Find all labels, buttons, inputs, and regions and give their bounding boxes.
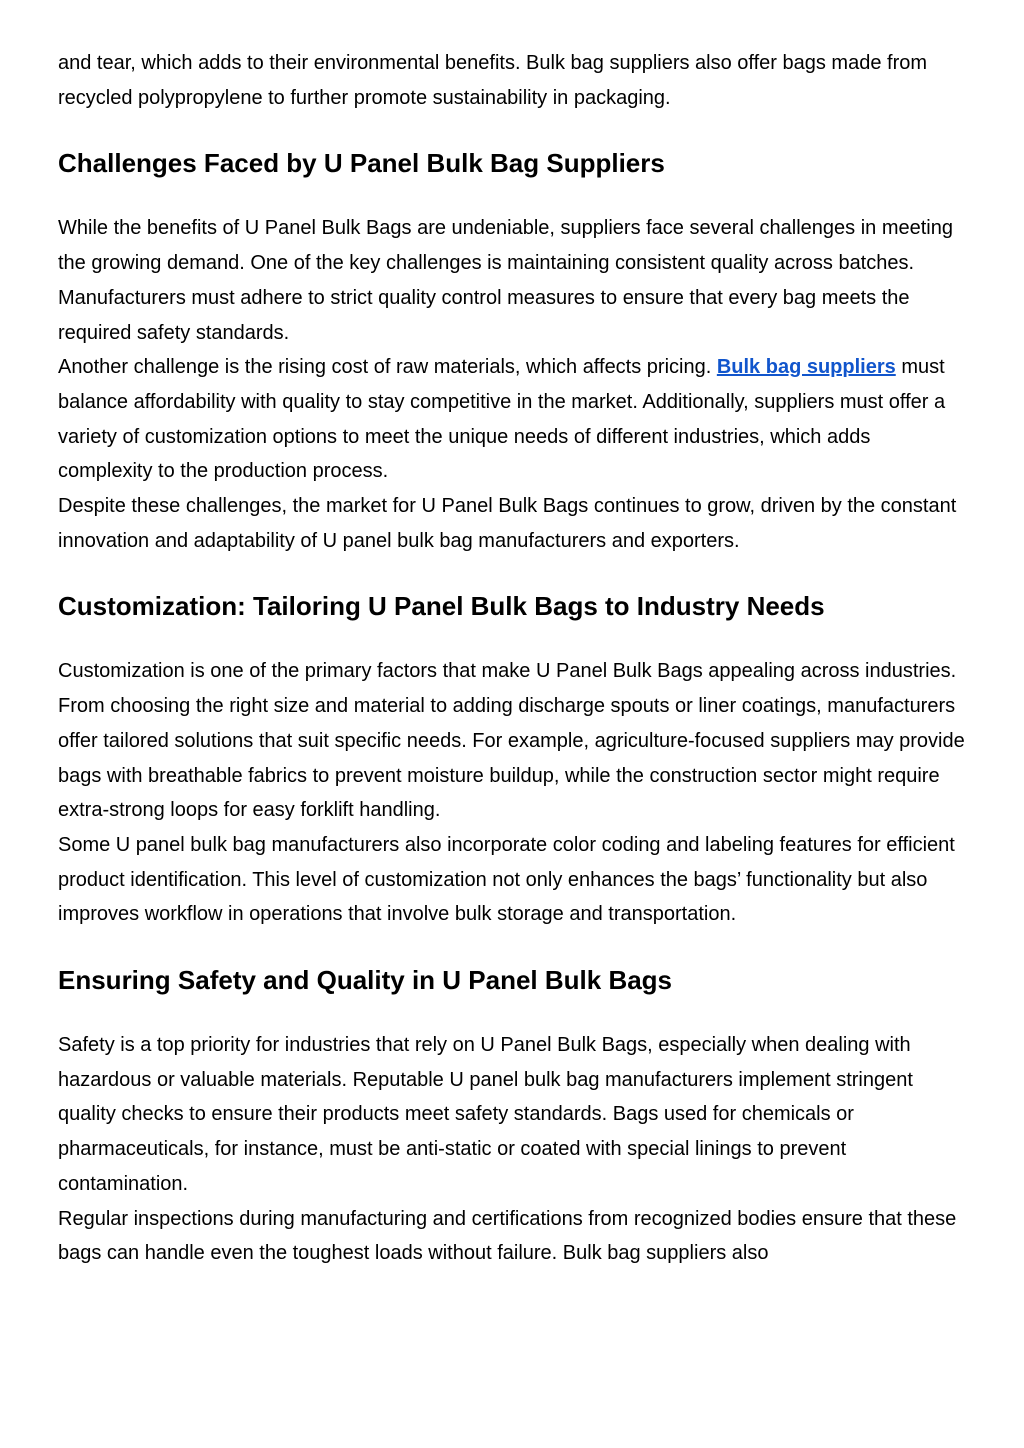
safety-heading: Ensuring Safety and Quality in U Panel Bulk Bags <box>58 965 673 996</box>
safety-paragraph-2: Regular inspections during manufacturing and certifications from recognized bodies ensure that these bags can handle even the toughest loads without failure. Bulk bag suppliers also <box>58 1207 957 1265</box>
customization-paragraph-2: Some U panel bulk bag manufacturers also incorporate color coding and labeling features for efficient product identification. This level of customization not only enhances the bags’ functionality but also improves workflow in operations that involve bulk storage and transportation. <box>58 833 955 926</box>
challenges-paragraph-2 <box>58 350 966 489</box>
challenges-paragraph-3: Despite these challenges, the market for U Panel Bulk Bags continues to grow, driven by the constant innovation and adaptability of U panel bulk bag manufacturers and exporters. <box>58 495 957 552</box>
bulk-bag-suppliers-link[interactable]: Bulk bag suppliers <box>716 356 896 379</box>
intro-paragraph: and tear, which adds to their environmental benefits. Bulk bag suppliers also offer bags made from recycled polypropylene to further promote sustainability in packaging. <box>58 52 928 109</box>
safety-paragraph-1: Safety is a top priority for industries that rely on U Panel Bulk Bags, especially when dealing with hazardous or valuable materials. Reputable U panel bulk bag manufacturers implement stringent quality checks to ensure their products meet safety standards. Bags used for chemicals or pharmaceuticals, for instance, must be anti-static or coated with special linings to prevent contamination. <box>58 1034 913 1195</box>
customization-heading: Customization: Tailoring U Panel Bulk Bags to Industry Needs <box>58 591 825 622</box>
challenges-p2-before: Another challenge is the rising cost of raw materials, which affects pricing. <box>58 356 717 379</box>
challenges-heading: Challenges Faced by U Panel Bulk Bag Suppliers <box>58 148 665 179</box>
challenges-p2-after: must balance affordability with quality to stay competitive in the market. Additionally, suppliers must offer a variety of customization options to meet the unique needs of different industries, which adds complexity to the production process. <box>58 356 946 483</box>
challenges-paragraph-1: While the benefits of U Panel Bulk Bags are undeniable, suppliers face several challenges in meeting the growing demand. One of the key challenges is maintaining consistent quality across batches. Manufacturers must adhere to strict quality control measures to ensure that every bag meets the required safety standards. <box>58 217 953 344</box>
customization-paragraph-1: Customization is one of the primary factors that make U Panel Bulk Bags appealing across industries. From choosing the right size and material to adding discharge spouts or liner coatings, manufacturers offer tailored solutions that suit specific needs. For example, agriculture-focused suppliers may provide bags with breathable fabrics to prevent moisture buildup, while the construction sector might require extra-strong loops for easy forklift handling. <box>58 660 965 822</box>
